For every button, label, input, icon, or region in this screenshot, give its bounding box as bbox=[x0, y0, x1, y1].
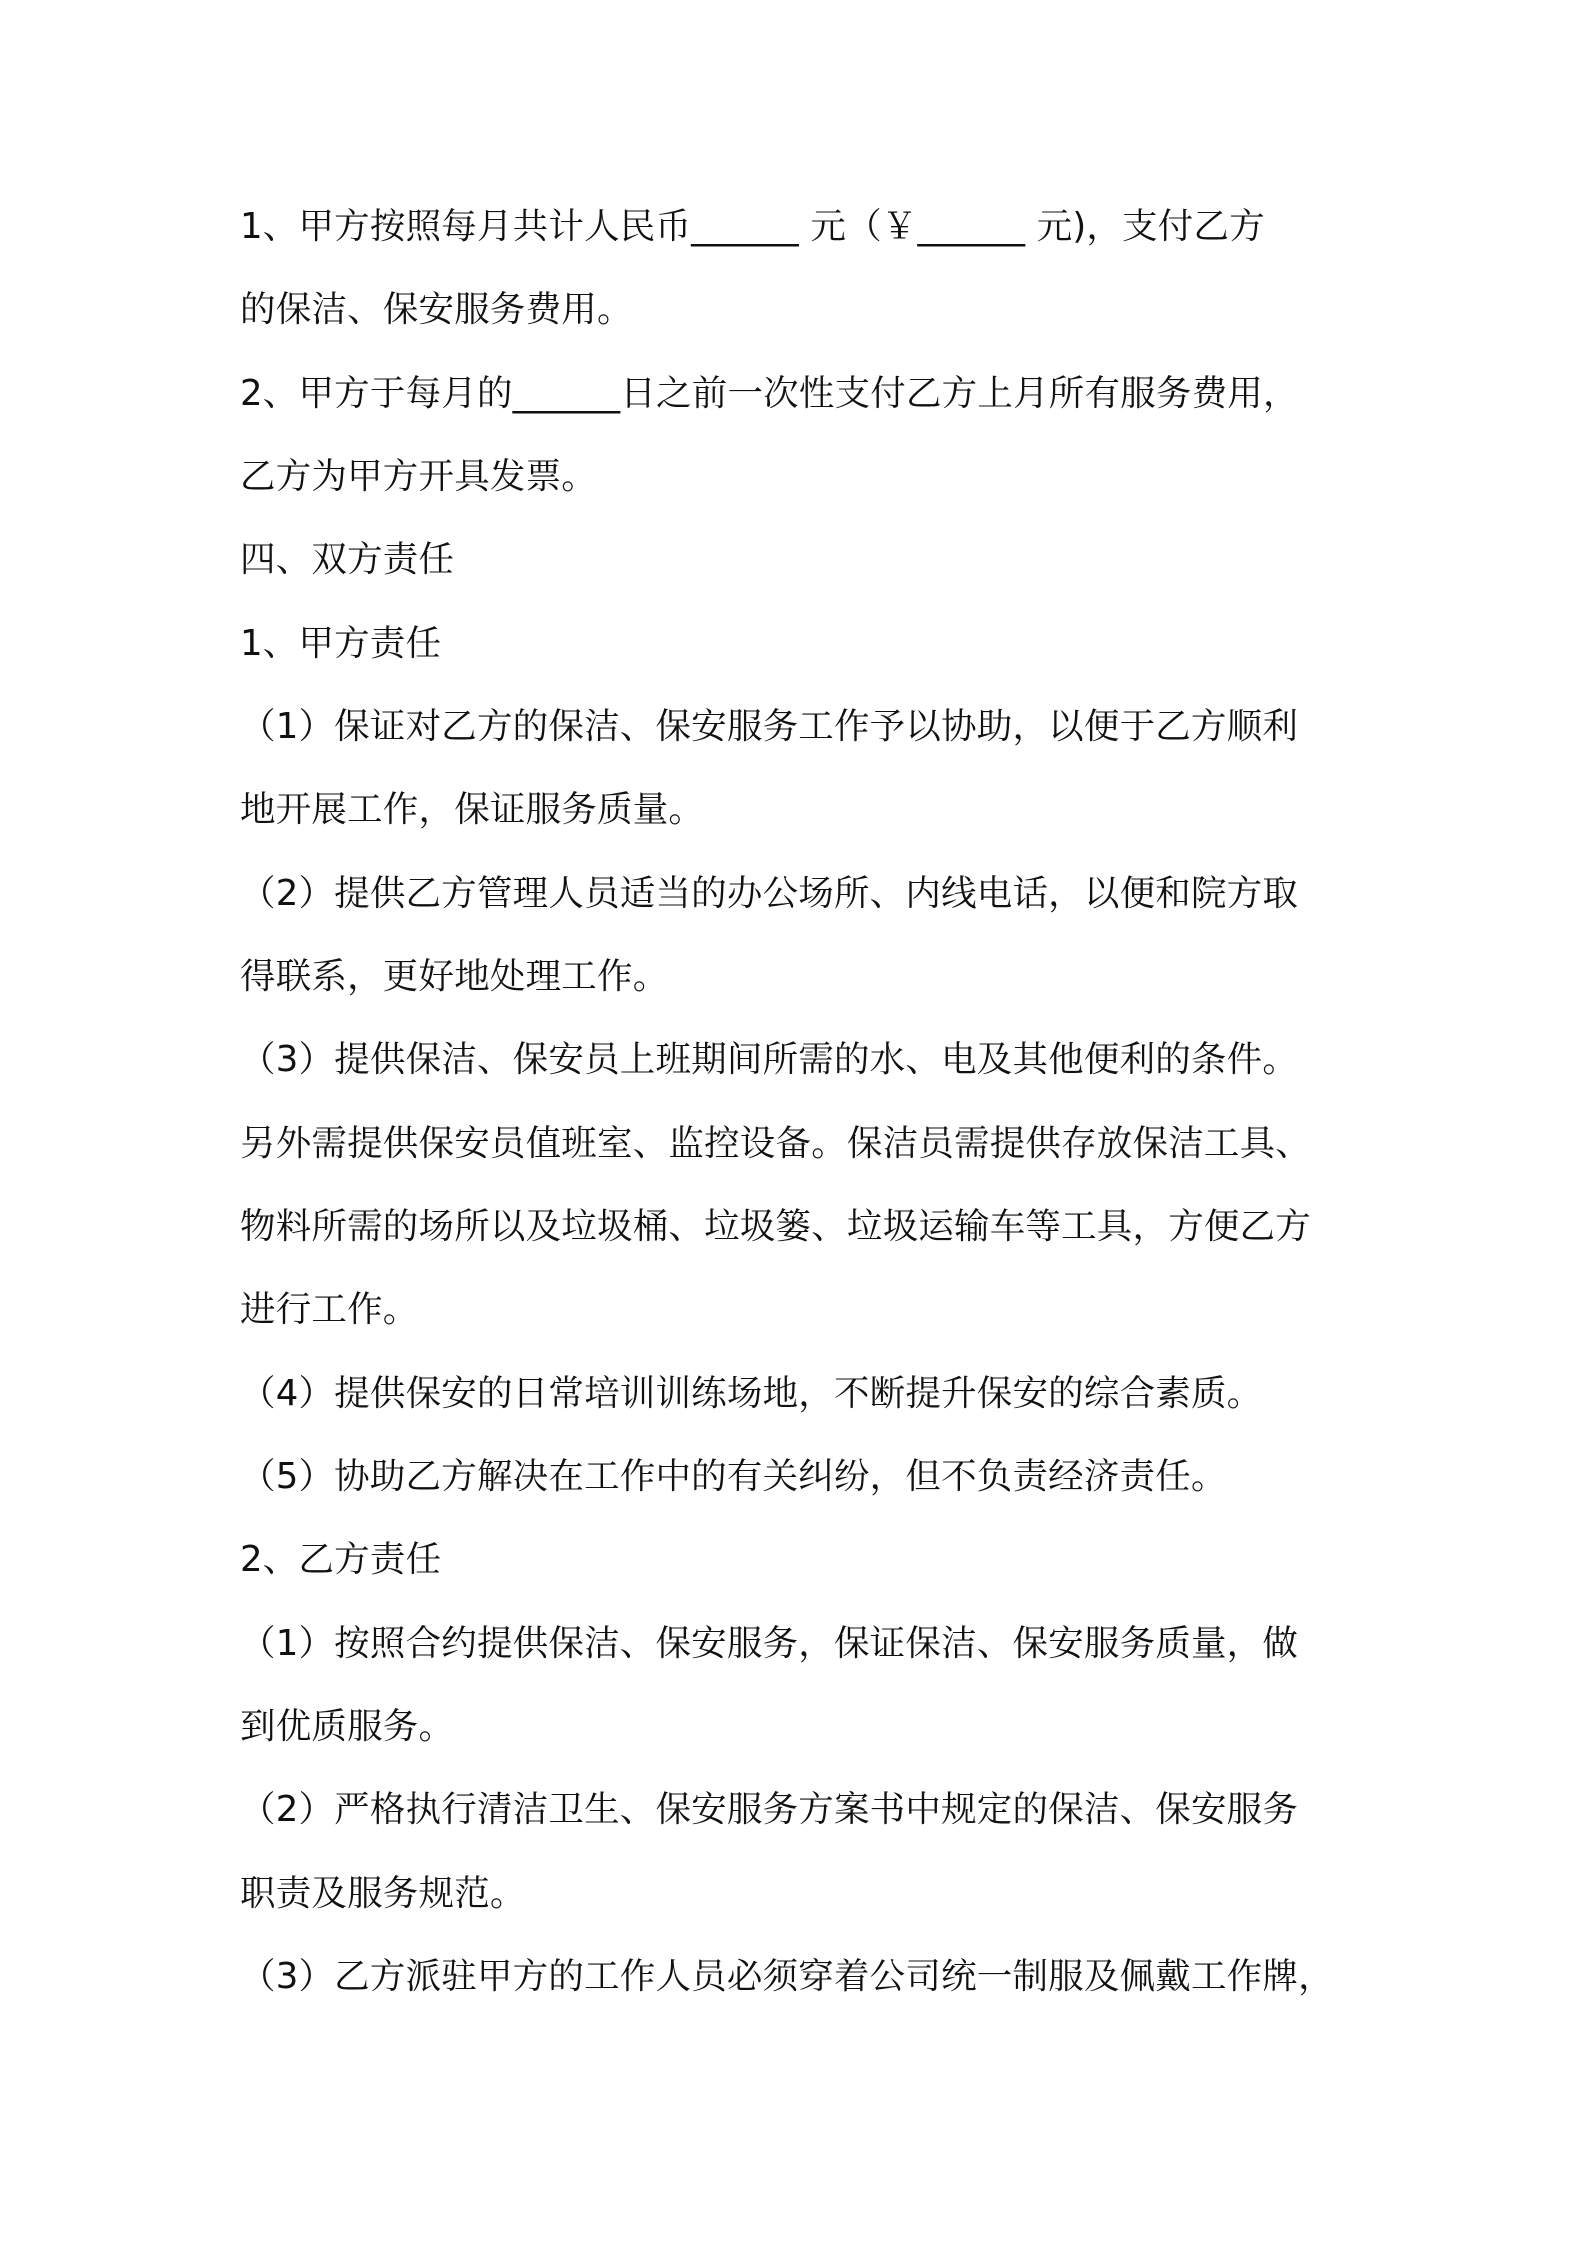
text-line: 到优质服务。 bbox=[240, 1706, 455, 1747]
subsection-heading: 1、甲方责任 bbox=[240, 623, 442, 664]
text-line: （1）保证对乙方的保洁、保安服务工作予以协助，以便于乙方顺利 bbox=[240, 706, 1299, 747]
text-line: 物料所需的场所以及垃圾桶、垃圾篓、垃圾运输车等工具，方便乙方 bbox=[240, 1206, 1312, 1247]
text-line: （2）严格执行清洁卫生、保安服务方案书中规定的保洁、保安服务 bbox=[240, 1789, 1299, 1830]
text-line: 乙方为甲方开具发票。 bbox=[240, 456, 598, 497]
text-line: 职责及服务规范。 bbox=[240, 1873, 526, 1914]
text-line: （2）提供乙方管理人员适当的办公场所、内线电话，以便和院方取 bbox=[240, 873, 1299, 914]
text-line: 1、甲方按照每月共计人民币______ 元（￥______ 元)，支付乙方 bbox=[240, 206, 1265, 247]
text-line: 进行工作。 bbox=[240, 1289, 419, 1330]
section-heading: 四、双方责任 bbox=[240, 539, 455, 580]
text-line: 另外需提供保安员值班室、监控设备。保洁员需提供存放保洁工具、 bbox=[240, 1123, 1312, 1164]
text-line: 地开展工作，保证服务质量。 bbox=[240, 789, 705, 830]
text-line: 2、甲方于每月的______日之前一次性支付乙方上月所有服务费用， bbox=[240, 373, 1299, 414]
subsection-heading: 2、乙方责任 bbox=[240, 1539, 442, 1580]
text-line: 的保洁、保安服务费用。 bbox=[240, 289, 633, 330]
text-line: （1）按照合约提供保洁、保安服务，保证保洁、保安服务质量，做 bbox=[240, 1623, 1299, 1664]
text-line: （3）乙方派驻甲方的工作人员必须穿着公司统一制服及佩戴工作牌， bbox=[240, 1956, 1334, 1997]
text-line: 得联系，更好地处理工作。 bbox=[240, 956, 669, 997]
text-line: （3）提供保洁、保安员上班期间所需的水、电及其他便利的条件。 bbox=[240, 1039, 1299, 1080]
text-line: （4）提供保安的日常培训训练场地，不断提升保安的综合素质。 bbox=[240, 1373, 1263, 1414]
text-line: （5）协助乙方解决在工作中的有关纠纷，但不负责经济责任。 bbox=[240, 1456, 1227, 1497]
